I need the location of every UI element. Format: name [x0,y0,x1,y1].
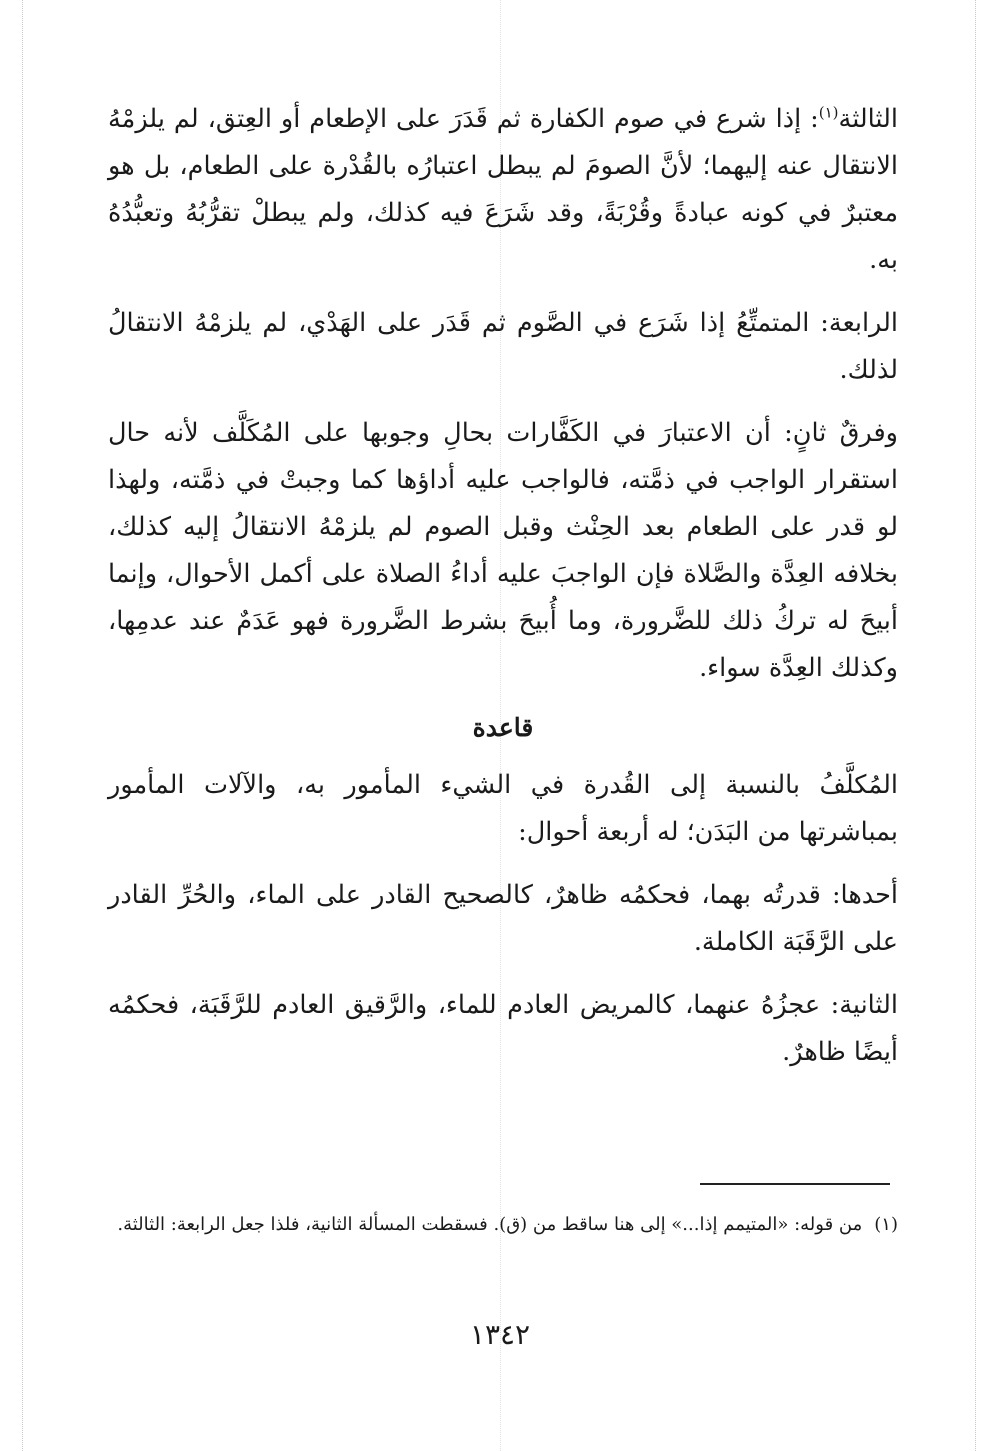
paragraph-first-state [108,872,898,966]
paragraph-text: : إذا شرع في صوم الكفارة ثم قَدَرَ على الإطعام أو العِتق، لم يلزمْهُ الانتقال عنه إليهما؛ لأنَّ الصومَ لم يبطل اعتبارُه بالقُدْرة على الطعام، بل هو معتبرٌ في كونه عبادةً وقُرْبَةً، وقد شَرَعَ فيه كذلك، ولم يبطلْ تقرُّبُهُ وتعبُّدُهُ به. [108,104,898,275]
scan-guide-line-left [22,0,23,1451]
paragraph-text: : عجزُهُ عنهما، كالمريض العادم للماء، والرَّقيق العادم للرَّقَبَة، فحكمُه أيضًا ظاهرٌ. [108,990,898,1067]
paragraph-label: الثالثة [838,104,898,134]
paragraph-text: المُكلَّفُ بالنسبة إلى القُدرة في الشيء المأمور به، والآلات المأمور بمباشرتها من البَدَن؛ له أربعة أحوال: [108,770,898,847]
paragraph-fourth [108,300,898,394]
footnote-reference: (١) [818,103,839,122]
main-text [108,96,898,1092]
scan-guide-line-right [975,0,976,1451]
paragraph-second-state [108,982,898,1076]
footnote-number: (١) [874,1214,898,1235]
footnote-divider [700,1183,890,1185]
paragraph-text: : أن الاعتبارَ في الكَفَّارات بحالِ وجوبها على المُكَلَّف لأنه حال استقرار الواجب في ذمَّته، فالواجب عليه أداؤها كما وجبتْ في ذمَّته، ولهذا لو قدر على الطعام بعد الحِنْث وقبل الصوم لم يلزمْهُ الانتقالُ إليه كذلك، بخلافه العِدَّة والصَّلاة فإن الواجبَ عليه أداءُ الصلاة على أكمل الأحوال، وإنما أبيحَ له تركُ ذلك للضَّرورة، وما أُبيحَ بشرط الضَّرورة فهو عَدَمٌ عند عدمِها، وكذلك العِدَّة سواء. [108,418,898,683]
paragraph-text: : قدرتُه بهما، فحكمُه ظاهرٌ، كالصحيح القادر على الماء، والحُرِّ القادر على الرَّقَبَة الكاملة. [108,880,898,957]
paragraph-text: : المتمتِّعُ إذا شَرَع في الصَّوم ثم قَدَر على الهَدْي، لم يلزمْهُ الانتقالُ لذلك. [108,308,898,385]
paragraph-second-difference [108,410,898,692]
paragraph-label: أحدها [840,880,898,910]
paragraph-rule-intro [108,762,898,856]
page-number: ١٣٤٢ [469,1318,531,1351]
footnote-text: من قوله: «المتيمم إذا...» إلى هنا ساقط من (ق). فسقطت المسألة الثانية، فلذا جعل الرابعة: الثالثة. [117,1214,863,1235]
paragraph-label: الثانية [839,990,898,1020]
section-heading: قاعدة [472,713,534,742]
paragraph-third [108,96,898,284]
footnote [108,1208,898,1241]
paragraph-label: الرابعة [828,308,898,338]
paragraph-label: وفرقٌ ثانٍ [792,418,898,448]
